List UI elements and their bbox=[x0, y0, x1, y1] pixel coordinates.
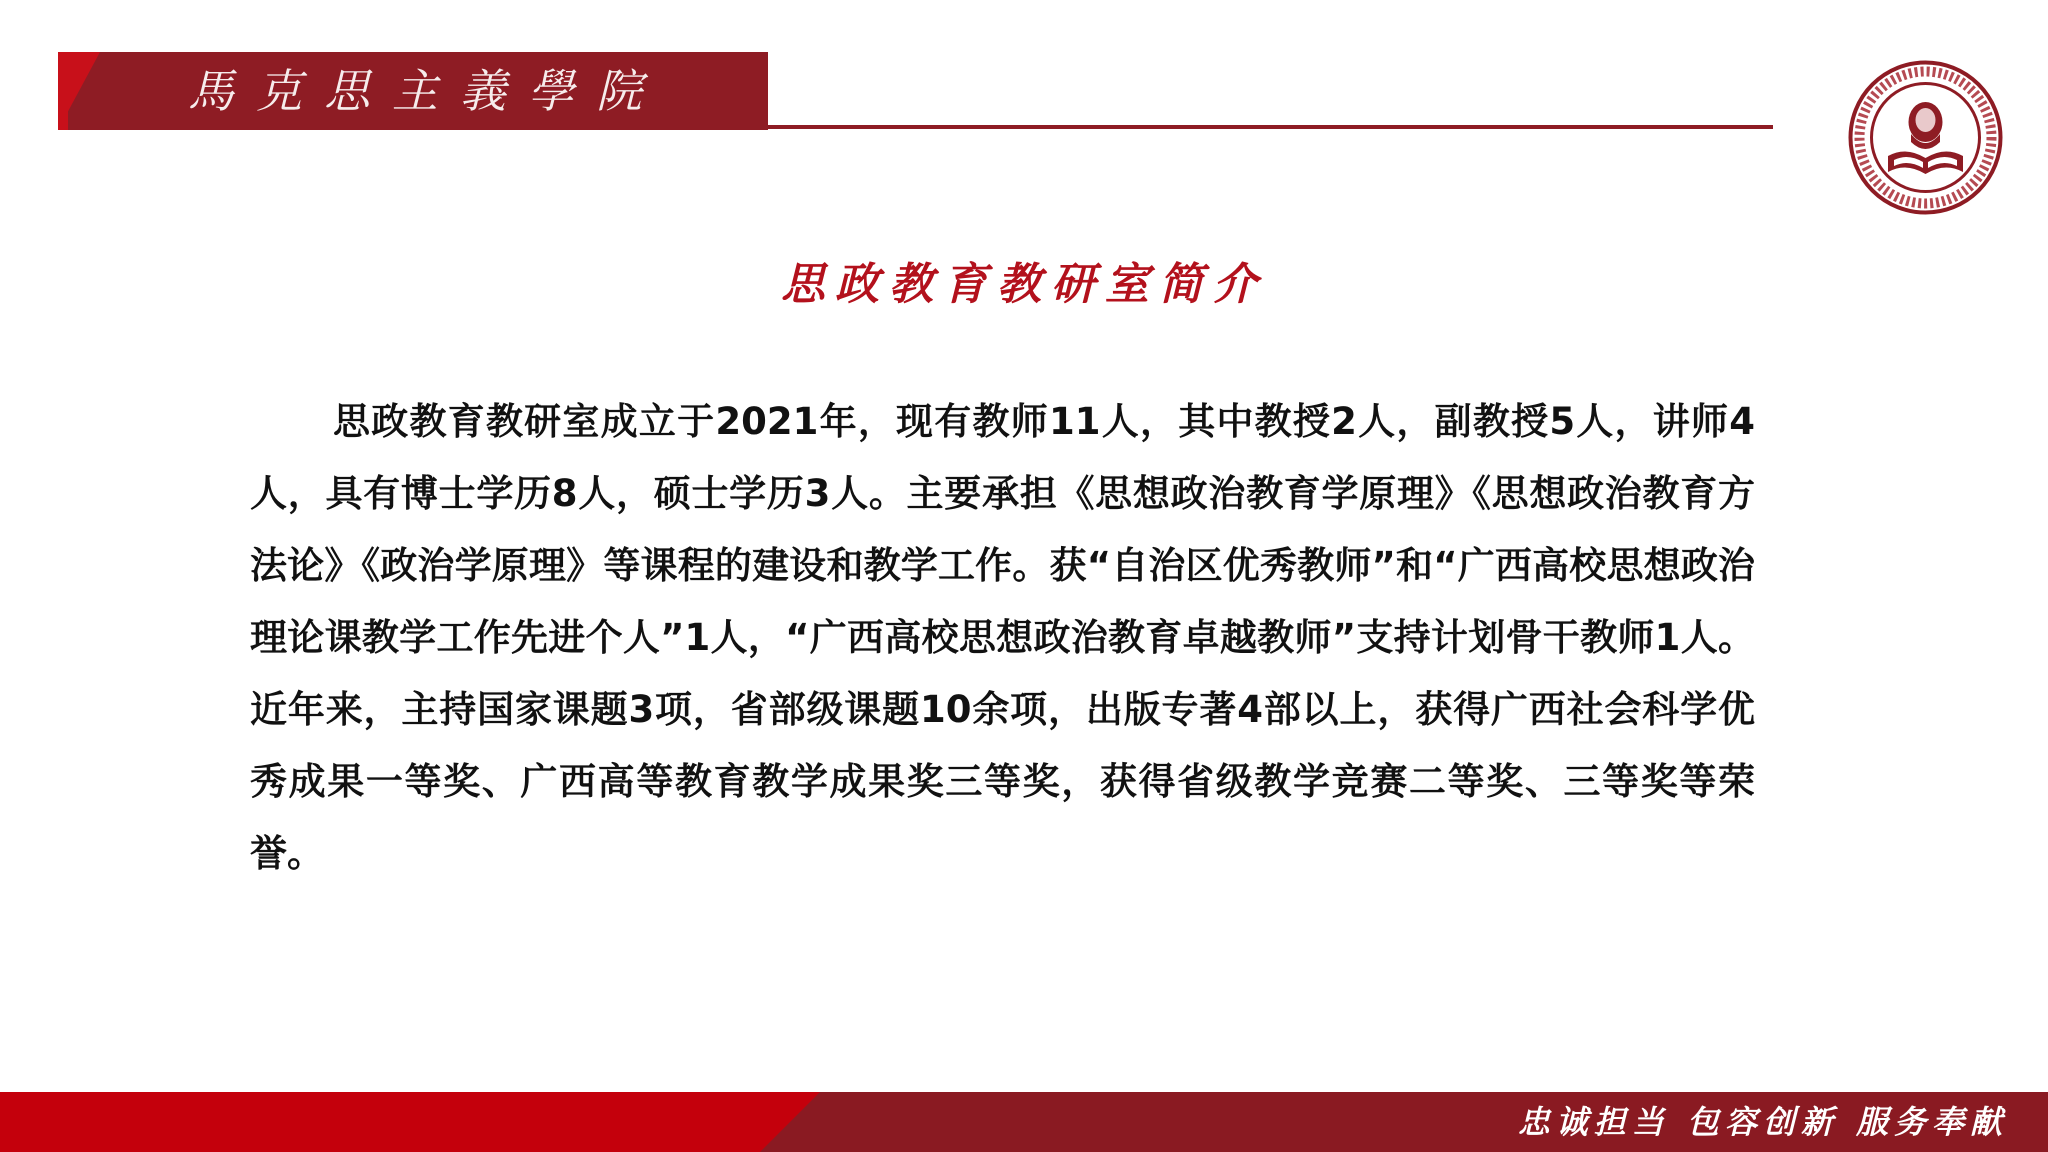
header-banner bbox=[58, 52, 768, 130]
footer-red-block bbox=[0, 1092, 760, 1152]
footer-bar bbox=[0, 1092, 2048, 1152]
header-divider bbox=[768, 125, 1773, 129]
marx-portrait-book-seal-icon bbox=[1848, 60, 2003, 215]
page-title: 思政教育教研室简介 bbox=[781, 259, 1267, 310]
footer-red-slant bbox=[760, 1092, 820, 1152]
footer-slogan: 忠诚担当 包容创新 服务奉献 bbox=[1517, 1103, 2008, 1141]
intro-paragraph: 思政教育教研室成立于2021年，现有教师11人，其中教授2人，副教授5人，讲师4人，具有博士学历8人，硕士学历3人。主要承担《思想政治教育学原理》《思想政治教育方法论》《政治学原理》等课程的建设和教学工作。获“自治区优秀教师”和“广西高校思想政治理论课教学工作先进个人”1人，“广西高校思想政治教育卓越教师”支持计划骨干教师1人。近年来，主持国家课题3项，省部级课题10余项，出版专著4部以上，获得广西社会科学优秀成果一等奖、广西高等教育教学成果奖三等奖，获得省级教学竞赛二等奖、三等奖等荣誉。 bbox=[250, 400, 1755, 875]
header-title: 馬克思主義學院 bbox=[188, 64, 664, 118]
header-accent-slant bbox=[58, 52, 100, 130]
